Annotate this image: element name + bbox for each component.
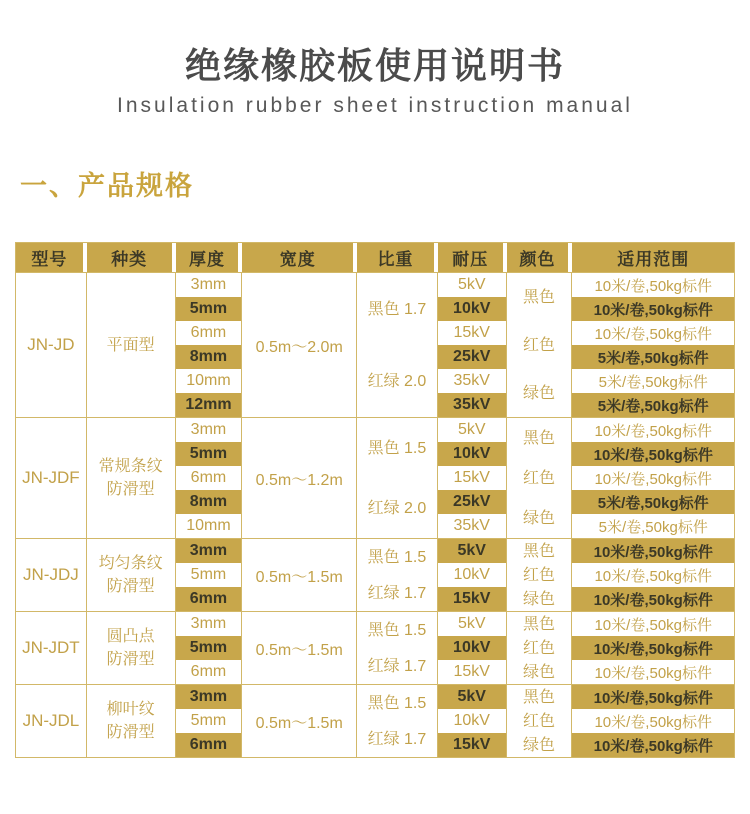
col-header-gravity: 比重: [357, 243, 438, 272]
range-cell: 10米/卷,50kg标件: [594, 277, 712, 295]
thickness-cell: 5mm: [176, 297, 242, 321]
voltage-cell: 25kV: [438, 490, 506, 514]
range-cell: 5米/卷,50kg标件: [598, 518, 708, 536]
width-cell: 0.5m～1.5m: [242, 685, 357, 757]
color-cell: [507, 612, 573, 684]
color-label: 黑色: [523, 615, 556, 633]
gravity-line: 红绿 2.0: [367, 499, 427, 517]
voltage-cell: 10kV: [453, 566, 490, 583]
type-line: 平面型: [106, 336, 155, 354]
voltage-cell: 35kV: [453, 517, 490, 534]
voltage-column: [438, 539, 507, 611]
voltage-cell: 10kV: [453, 712, 490, 729]
color-cell: [507, 685, 573, 757]
model-cell: JN-JDT: [16, 612, 87, 684]
width-cell: 0.5m～1.5m: [242, 539, 357, 611]
range-cell: 10米/卷,50kg标件: [594, 470, 712, 488]
col-header-type: 种类: [87, 243, 176, 272]
color-label: 红色: [523, 639, 556, 657]
width-cell: 0.5m～2.0m: [242, 273, 357, 417]
voltage-column: [438, 612, 507, 684]
thickness-cell: 3mm: [190, 276, 227, 293]
page-title: 绝缘橡胶板使用说明书: [184, 45, 565, 86]
table-block-jn-jdj: [16, 538, 734, 611]
col-header-width: 宽度: [242, 243, 357, 272]
type-line: 防滑型: [106, 651, 155, 668]
thickness-cell: 8mm: [176, 345, 242, 369]
thickness-column: [176, 539, 243, 611]
color-cell: [507, 539, 573, 611]
thickness-cell: 6mm: [190, 324, 227, 341]
thickness-cell: 10mm: [186, 517, 231, 534]
thickness-cell: 10mm: [186, 372, 231, 389]
range-cell: 10米/卷,50kg标件: [594, 422, 712, 440]
gravity-line: 红绿 1.7: [367, 730, 427, 748]
range-cell: 5米/卷,50kg标件: [572, 345, 734, 369]
voltage-cell: 35kV: [438, 393, 506, 417]
thickness-cell: 6mm: [176, 733, 242, 757]
voltage-cell: 5kV: [457, 615, 486, 632]
thickness-cell: 6mm: [190, 663, 227, 680]
table-block-jn-jd: [16, 272, 734, 417]
color-label: 红色: [523, 712, 556, 730]
gravity-line: 红绿 1.7: [367, 584, 427, 602]
color-label: 红色: [523, 469, 556, 487]
spec-table: [15, 242, 735, 758]
col-header-color: 颜色: [507, 243, 573, 272]
thickness-cell: 5mm: [190, 566, 227, 583]
color-label: 绿色: [523, 590, 556, 608]
type-cell: [87, 273, 176, 417]
table-block-jn-jdl: [16, 684, 734, 757]
type-line: 均匀条纹: [98, 555, 163, 572]
voltage-cell: 5kV: [438, 539, 506, 563]
color-label: 红色: [523, 336, 556, 354]
color-label: 红色: [523, 566, 556, 584]
gravity-line: 红绿 2.0: [367, 372, 427, 390]
gravity-line: 黑色 1.7: [367, 300, 427, 318]
range-cell: 10米/卷,50kg标件: [572, 539, 734, 563]
range-cell: 10米/卷,50kg标件: [572, 685, 734, 709]
range-cell: 10米/卷,50kg标件: [594, 664, 712, 682]
page: [0, 38, 750, 758]
thickness-column: [176, 685, 243, 757]
range-cell: 5米/卷,50kg标件: [572, 393, 734, 417]
type-cell: [87, 685, 176, 757]
range-cell: 5米/卷,50kg标件: [598, 373, 708, 391]
range-cell: 10米/卷,50kg标件: [594, 616, 712, 634]
table-block-jn-jdf: [16, 417, 734, 538]
range-column: [572, 612, 734, 684]
table-block-jn-jdt: [16, 611, 734, 684]
voltage-column: [438, 418, 507, 538]
type-line: 柳叶纹: [106, 701, 155, 718]
thickness-cell: 6mm: [190, 469, 227, 486]
voltage-cell: 15kV: [453, 663, 490, 680]
table-header-row: [16, 243, 734, 272]
gravity-line: 黑色 1.5: [367, 694, 427, 712]
page-subtitle: Insulation rubber sheet instruction manual: [117, 94, 633, 117]
col-header-range: 适用范围: [572, 243, 734, 272]
type-line: 常规条纹: [98, 458, 163, 475]
voltage-cell: 15kV: [438, 587, 506, 611]
voltage-cell: 5kV: [457, 421, 486, 438]
color-label: 黑色: [523, 288, 556, 306]
color-label: 绿色: [523, 736, 556, 754]
type-line: 防滑型: [106, 578, 155, 595]
color-label: 绿色: [523, 384, 556, 402]
voltage-cell: 10kV: [438, 297, 506, 321]
voltage-cell: 10kV: [438, 442, 506, 466]
col-header-voltage: 耐压: [438, 243, 507, 272]
range-cell: 10米/卷,50kg标件: [572, 636, 734, 660]
gravity-cell: [357, 612, 438, 684]
voltage-cell: 35kV: [453, 372, 490, 389]
range-cell: 10米/卷,50kg标件: [572, 442, 734, 466]
range-cell: 10米/卷,50kg标件: [572, 733, 734, 757]
gravity-line: 黑色 1.5: [367, 548, 427, 566]
thickness-cell: 8mm: [176, 490, 242, 514]
thickness-cell: 5mm: [176, 636, 242, 660]
col-header-thickness: 厚度: [176, 243, 243, 272]
model-cell: JN-JDL: [16, 685, 87, 757]
thickness-cell: 6mm: [176, 587, 242, 611]
range-cell: 10米/卷,50kg标件: [594, 325, 712, 343]
range-column: [572, 273, 734, 417]
gravity-cell: [357, 539, 438, 611]
gravity-cell: [357, 273, 438, 417]
type-cell: [87, 612, 176, 684]
thickness-column: [176, 612, 243, 684]
model-cell: JN-JDF: [16, 418, 87, 538]
width-cell: 0.5m～1.5m: [242, 612, 357, 684]
type-line: 防滑型: [106, 481, 155, 498]
range-column: [572, 418, 734, 538]
voltage-cell: 10kV: [438, 636, 506, 660]
range-cell: 10米/卷,50kg标件: [572, 297, 734, 321]
gravity-line: 红绿 1.7: [367, 657, 427, 675]
model-cell: JN-JDJ: [16, 539, 87, 611]
voltage-column: [438, 273, 507, 417]
color-label: 黑色: [523, 542, 556, 560]
thickness-cell: 3mm: [190, 421, 227, 438]
range-cell: 10米/卷,50kg标件: [594, 567, 712, 585]
section-heading: 一、产品规格: [20, 171, 194, 201]
voltage-cell: 15kV: [453, 324, 490, 341]
thickness-cell: 3mm: [176, 685, 242, 709]
thickness-column: [176, 418, 243, 538]
thickness-cell: 3mm: [176, 539, 242, 563]
gravity-cell: [357, 685, 438, 757]
voltage-cell: 25kV: [438, 345, 506, 369]
range-column: [572, 685, 734, 757]
color-label: 黑色: [523, 429, 556, 447]
gravity-line: 黑色 1.5: [367, 439, 427, 457]
range-column: [572, 539, 734, 611]
color-label: 黑色: [523, 688, 556, 706]
type-cell: [87, 539, 176, 611]
thickness-cell: 3mm: [190, 615, 227, 632]
col-header-model: 型号: [16, 243, 87, 272]
color-cell: [507, 273, 573, 417]
color-cell: [507, 418, 573, 538]
voltage-cell: 15kV: [438, 733, 506, 757]
thickness-cell: 12mm: [176, 393, 242, 417]
gravity-cell: [357, 418, 438, 538]
type-line: 圆凸点: [106, 628, 155, 645]
color-label: 绿色: [523, 663, 556, 681]
thickness-column: [176, 273, 243, 417]
range-cell: 5米/卷,50kg标件: [572, 490, 734, 514]
thickness-cell: 5mm: [190, 712, 227, 729]
thickness-cell: 5mm: [176, 442, 242, 466]
voltage-cell: 15kV: [453, 469, 490, 486]
voltage-cell: 5kV: [457, 276, 486, 293]
voltage-column: [438, 685, 507, 757]
range-cell: 10米/卷,50kg标件: [572, 587, 734, 611]
color-label: 绿色: [523, 509, 556, 527]
type-line: 防滑型: [106, 724, 155, 741]
gravity-line: 黑色 1.5: [367, 621, 427, 639]
voltage-cell: 5kV: [438, 685, 506, 709]
range-cell: 10米/卷,50kg标件: [594, 713, 712, 731]
width-cell: 0.5m～1.2m: [242, 418, 357, 538]
model-cell: JN-JD: [16, 273, 87, 417]
type-cell: [87, 418, 176, 538]
